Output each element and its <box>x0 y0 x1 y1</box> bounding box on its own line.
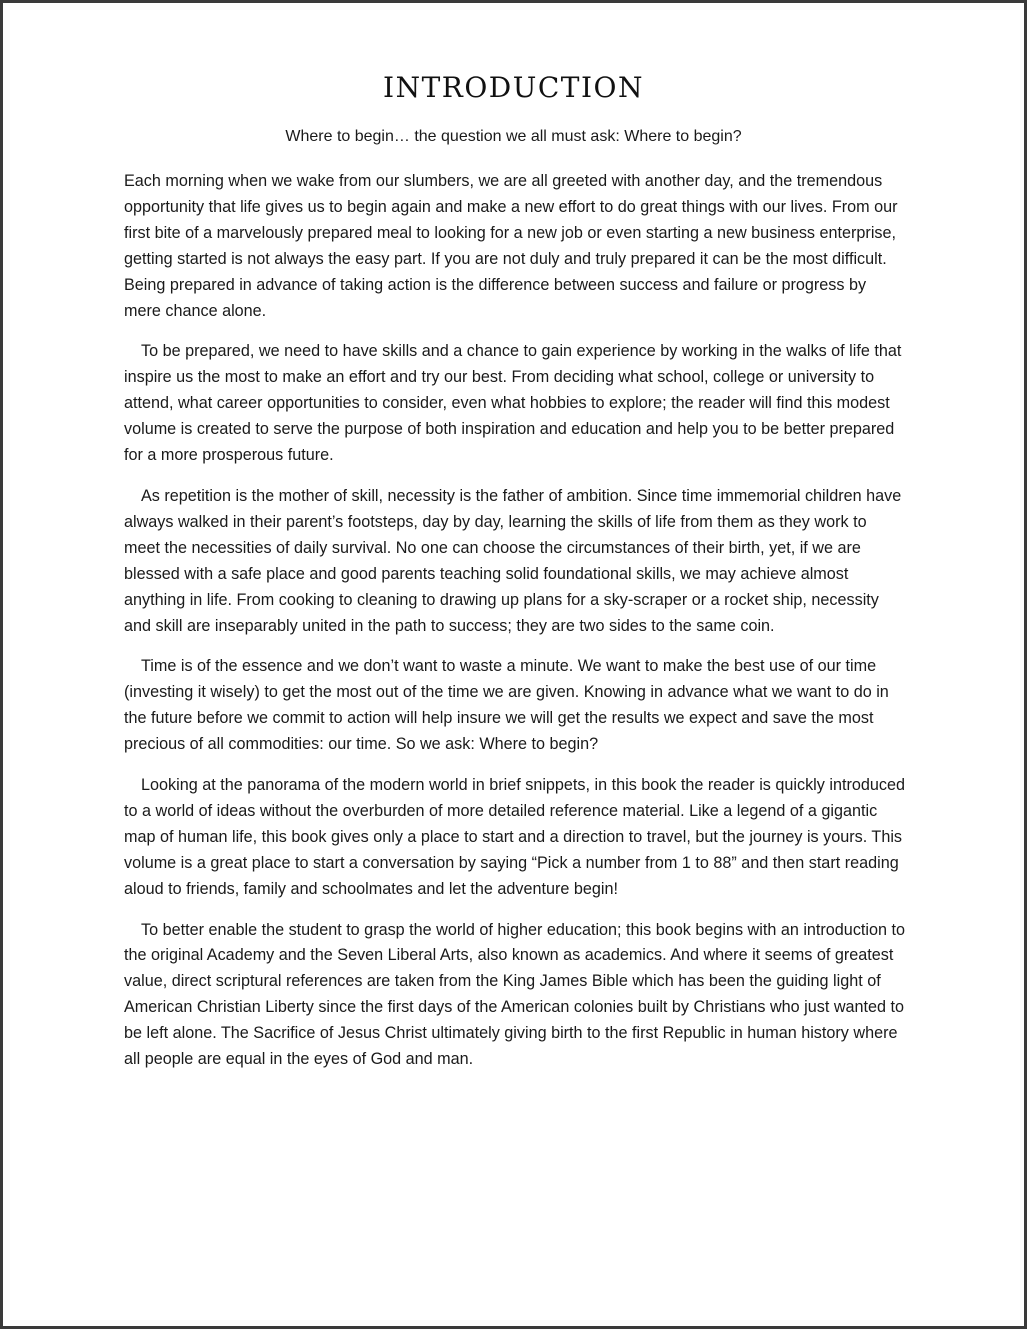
paragraph-1: Each morning when we wake from our slumbers, we are all greeted with another day, and the tremendous opportunity that life gives us to begin again and make a new effort to do great things with our lives. From our first bite of a marvelously prepared meal to looking for a new job or even starting a new business enterprise, getting started is not always the easy part. If you are not duly and truly prepared it can be the most difficult. Being prepared in advance of taking action is the difference between success and failure or progress by mere chance alone. <box>124 172 898 320</box>
paragraph-4: Time is of the essence and we don’t want to waste a minute. We want to make the best use of our time (investing it wisely) to get the most out of the time we are given. Knowing in advance what we want to do in the future before we commit to action will help insure we will get the results we expect and save the most precious of all commodities: our time. So we ask: Where to begin? <box>124 657 889 754</box>
page-title: INTRODUCTION <box>383 71 644 104</box>
paragraph-2: To be prepared, we need to have skills and a chance to gain experience by working in the walks of life that inspire us the most to make an effort and try our best. From deciding what school, college or university to attend, what career opportunities to consider, even what hobbies to explore; the reader will find this modest volume is created to serve the purpose of both inspiration and education and help you to be better prepared for a more prosperous future. <box>124 342 902 465</box>
paragraph-6: To better enable the student to grasp the world of higher education; this book begins with an introduction to the original Academy and the Seven Liberal Arts, also known as academics. And where it seems of greatest value, direct scriptural references are taken from the King James Bible which has been the guiding light of American Christian Liberty since the first days of the American colonies built by Christians who just wanted to be left alone. The Sacrifice of Jesus Christ ultimately giving birth to the first Republic in human history where all people are equal in the eyes of God and man. <box>124 920 906 1069</box>
body-text <box>124 169 906 1088</box>
paragraph-5: Looking at the panorama of the modern world in brief snippets, in this book the reader is quickly introduced to a world of ideas without the overburden of more detailed reference material. Like a legend of a gigantic map of human life, this book gives only a place to start and a direction to travel, but the journey is yours. This volume is a great place to start a conversation by saying “Pick a number from 1 to 88” and then start reading aloud to friends, family and schoolmates and let the adventure begin! <box>124 776 905 898</box>
page-subtitle: Where to begin… the question we all must ask: Where to begin? <box>285 128 742 145</box>
paragraph-3: As repetition is the mother of skill, necessity is the father of ambition. Since time immemorial children have always walked in their parent’s footsteps, day by day, learning the skills of life from them as they work to meet the necessities of daily survival. No one can choose the circumstances of their birth, yet, if we are blessed with a safe place and good parents teaching solid foundational skills, we may achieve almost anything in life. From cooking to cleaning to drawing up plans for a sky-scraper or a rocket ship, necessity and skill are inseparably united in the path to success; they are two sides to the same coin. <box>124 486 902 635</box>
